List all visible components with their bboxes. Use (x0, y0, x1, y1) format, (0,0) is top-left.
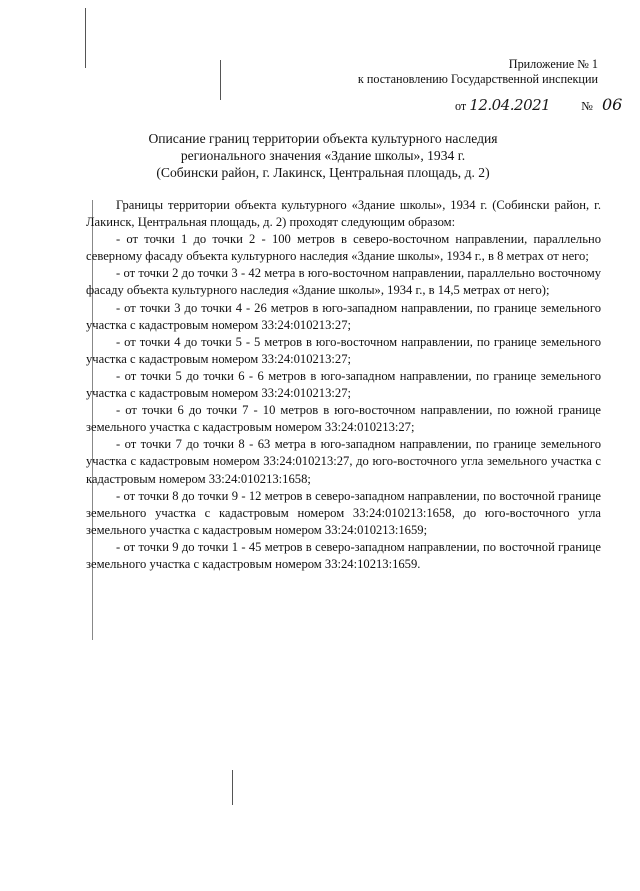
body-intro-paragraph: Границы территории объекта культурного «Здание школы», 1934 г. (Собински район, г. Лакинск, Центральная площадь, д. 2) проходят следующим образом: (86, 198, 601, 230)
boundary-item: - от точки 3 до точки 4 - 26 метров в юго-западном направлении, по границе земельного участка с кадастровым номером 33:24:010213:27; (86, 300, 601, 332)
title-line-3: (Собински район, г. Лакинск, Центральная площадь, д. 2) (156, 165, 490, 180)
number-label: № (581, 99, 593, 113)
boundary-item: - от точки 6 до точки 7 - 10 метров в юго-восточном направлении, по южной границе земельного участка с кадастровым номером 33:24:010213:27; (86, 403, 601, 435)
handwritten-number: 06 (601, 95, 623, 114)
boundary-item: - от точки 9 до точки 1 - 45 метров в северо-западном направлении, по восточной границе земельного участка с кадастровым номером 33:24:10213:1659. (86, 539, 601, 571)
title-line-1: Описание границ территории объекта культурного наследия (148, 131, 498, 146)
document-title (100, 130, 546, 181)
document-body (86, 197, 601, 573)
date-number-line (455, 95, 622, 114)
title-line-2: регионального значения «Здание школы», 1934 г. (180, 148, 466, 163)
handwritten-date: 12.04.2021 (469, 96, 551, 114)
boundary-item: - от точки 4 до точки 5 - 5 метров в юго-восточном направлении, по границе земельного участка с кадастровым номером 33:24:010213:27; (86, 334, 601, 366)
scan-artifact-line (220, 60, 221, 100)
appendix-number: Приложение № 1 (508, 57, 598, 71)
boundary-item: - от точки 5 до точки 6 - 6 метров в юго-западном направлении, по границе земельного участка с кадастровым номером 33:24:010213:27; (86, 368, 601, 401)
boundary-item: - от точки 1 до точки 2 - 100 метров в северо-восточном направлении, параллельно северному фасаду объекта культурного наследия «Здание школы», 1934 г., в 8 метрах от него; (86, 232, 601, 264)
boundary-item: - от точки 2 до точки 3 - 42 метра в юго-восточном направлении, параллельно восточному фасаду объекта культурного наследия «Здание школы», 1934 г., в 14,5 метрах от него); (86, 266, 601, 298)
scan-artifact-line (232, 770, 233, 805)
boundary-item: - от точки 7 до точки 8 - 63 метра в юго-западном направлении, по границе земельного участка с кадастровым номером 33:24:010213:27, до юго-восточного угла земельного участка с кадастровым номером 33:24:010213:1658; (86, 437, 601, 486)
boundary-item: - от точки 8 до точки 9 - 12 метров в северо-западном направлении, по восточной границе земельного участка с кадастровым номером 33:24:010213:1658, до юго-восточного угла земельного участка с кадастровым номером 33:24:010213:1659; (86, 488, 601, 537)
date-prefix: от (455, 99, 467, 113)
appendix-resolution: к постановлению Государственной инспекции (357, 72, 598, 86)
appendix-header (358, 57, 598, 87)
scan-artifact-line (85, 8, 86, 68)
